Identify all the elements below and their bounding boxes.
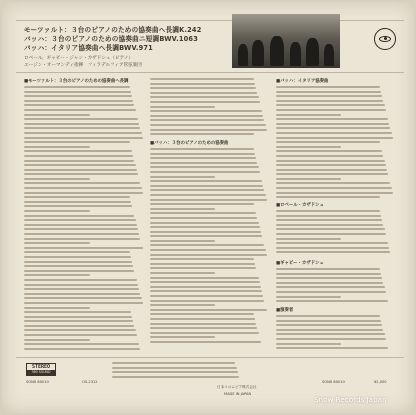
text-line [276, 150, 382, 152]
text-line [150, 231, 261, 233]
text-line [150, 157, 256, 159]
text-line [276, 123, 389, 125]
text-line [150, 133, 254, 135]
text-line [24, 233, 139, 235]
text-line [24, 329, 136, 331]
text-line [150, 258, 254, 260]
text-line [276, 277, 382, 279]
text-line [150, 106, 215, 108]
text-line [24, 132, 142, 134]
text-line [150, 286, 261, 288]
catalog-number-mid: OS-2312 [82, 380, 98, 384]
text-line [24, 164, 136, 166]
text-line [24, 114, 90, 116]
text-line [24, 348, 140, 350]
column-3-heading-a: ■バッハ：イタリア協奏曲 [276, 79, 329, 84]
price: ¥2,000 [374, 380, 387, 384]
text-line [150, 203, 254, 205]
text-line [276, 324, 382, 326]
text-line [112, 376, 239, 378]
text-line [276, 196, 380, 198]
text-line [150, 96, 259, 98]
title-1: モーツァルト：３台のピアノのための協奏曲ヘ長調K.242 [24, 26, 202, 34]
text-line [24, 228, 138, 230]
text-line [24, 150, 132, 152]
text-line [150, 332, 259, 334]
text-line [276, 224, 383, 226]
text-line [24, 270, 134, 272]
text-line [24, 343, 139, 345]
text-line [276, 86, 380, 88]
text-line [150, 336, 215, 338]
text-line [150, 166, 259, 168]
text-line [276, 268, 380, 270]
text-line [150, 153, 255, 155]
top-rule [16, 20, 404, 21]
text-line [24, 215, 134, 217]
text-line [276, 100, 383, 102]
text-line [150, 240, 215, 242]
text-line [24, 311, 131, 313]
text-line [150, 110, 262, 112]
text-line [276, 228, 385, 230]
column-3-heading-c: ■ギャビー・カザドシュ [276, 261, 324, 266]
text-line [276, 343, 341, 345]
text-line [24, 146, 90, 148]
text-line [24, 104, 134, 106]
text-line [150, 162, 257, 164]
text-line [150, 300, 264, 302]
text-line [24, 127, 140, 129]
title-3: バッハ：イタリア協奏曲ヘ長調BWV.971 [24, 44, 153, 52]
text-line [24, 307, 90, 309]
text-line [276, 155, 383, 157]
footer-notes [112, 362, 252, 380]
text-line [150, 129, 267, 131]
text-line [24, 86, 130, 88]
text-line [276, 338, 386, 340]
watermark: Snow Records Japan [314, 395, 387, 404]
text-line [150, 194, 266, 196]
text-line [24, 95, 132, 97]
text-line [150, 148, 254, 150]
text-line [112, 371, 238, 373]
text-line [24, 334, 137, 336]
text-line [24, 173, 138, 175]
text-line [24, 109, 136, 111]
text-line [150, 295, 263, 297]
column-3-text-b [276, 210, 394, 256]
text-line [24, 224, 137, 226]
text-line [24, 325, 134, 327]
text-line [150, 304, 215, 306]
text-line [276, 233, 386, 235]
text-line [276, 114, 341, 116]
text-line [276, 192, 393, 194]
text-line [276, 296, 341, 298]
text-line [150, 313, 254, 315]
text-line [24, 297, 142, 299]
text-line [276, 333, 385, 335]
text-line [276, 160, 385, 162]
text-line [150, 217, 257, 219]
cbs-eye-icon [374, 28, 396, 50]
text-line [24, 91, 131, 93]
text-line [24, 155, 133, 157]
column-3-heading-d: ■演奏者 [276, 308, 294, 313]
text-line [276, 242, 388, 244]
text-line [24, 137, 143, 139]
text-line [150, 176, 215, 178]
text-line [24, 187, 142, 189]
text-line [150, 87, 256, 89]
text-line [24, 196, 130, 198]
text-line [150, 124, 266, 126]
header-rule [16, 72, 404, 73]
text-line [150, 199, 267, 201]
text-line [276, 91, 381, 93]
title-2: バッハ：３台のピアノのための協奏曲ニ短調BWV.1063 [24, 35, 198, 43]
text-line [24, 274, 90, 276]
text-line [150, 180, 262, 182]
text-line [24, 100, 133, 102]
text-line [150, 208, 215, 210]
column-1-text [24, 86, 144, 352]
text-line [276, 210, 380, 212]
text-line [276, 347, 388, 349]
text-line [150, 254, 267, 256]
text-line [276, 251, 390, 253]
text-line [24, 182, 140, 184]
text-line [150, 83, 255, 85]
text-line [24, 261, 132, 263]
text-line [112, 367, 237, 369]
text-line [150, 290, 262, 292]
text-line [150, 115, 263, 117]
text-line [24, 284, 138, 286]
text-line [276, 95, 382, 97]
text-line [150, 263, 255, 265]
text-line [276, 164, 386, 166]
text-line [276, 247, 389, 249]
text-line [24, 141, 130, 143]
text-line [150, 119, 264, 121]
text-line [150, 281, 260, 283]
text-line [276, 132, 392, 134]
text-line [150, 323, 256, 325]
text-line [24, 247, 143, 249]
text-line [276, 109, 386, 111]
text-line [150, 309, 267, 311]
record-jacket-back [2, 2, 414, 413]
text-line [24, 265, 133, 267]
text-line [276, 215, 381, 217]
text-line [276, 291, 386, 293]
text-line [24, 288, 139, 290]
text-line [276, 286, 385, 288]
text-line [150, 249, 266, 251]
stereo-sublabel: 360 SOUND [27, 370, 55, 375]
column-2-heading: ■バッハ：３台のピアノのための協奏曲 [150, 141, 229, 146]
text-line [276, 141, 380, 143]
text-line [150, 272, 215, 274]
text-line [276, 173, 388, 175]
text-line [150, 92, 257, 94]
orchestra-photo [232, 14, 340, 68]
text-line [276, 146, 341, 148]
text-line [24, 339, 90, 341]
footer-rule [16, 357, 404, 358]
text-line [24, 192, 143, 194]
text-line [150, 267, 256, 269]
text-line [276, 282, 383, 284]
stereo-badge [26, 363, 56, 376]
text-line [24, 118, 138, 120]
performer-1: ロベール、ギャビー・ジャン・カザドシュ（ピアノ） [24, 56, 134, 61]
text-line [24, 256, 131, 258]
performer-2: ユージン・オーマンディ指揮 フィラデルフィア管弦楽団 [24, 63, 142, 68]
text-line [24, 160, 134, 162]
text-line [150, 171, 260, 173]
text-line [24, 123, 139, 125]
text-line [150, 185, 263, 187]
text-line [150, 235, 262, 237]
text-line [150, 226, 260, 228]
text-line [150, 277, 259, 279]
text-line [150, 101, 260, 103]
text-line [24, 169, 137, 171]
text-line [276, 187, 392, 189]
text-line [276, 178, 341, 180]
text-line [24, 242, 90, 244]
text-line [150, 189, 264, 191]
text-line [24, 201, 131, 203]
column-3-text-c [276, 268, 394, 305]
text-line [276, 273, 381, 275]
text-line [150, 341, 261, 343]
text-line [24, 320, 133, 322]
text-line [24, 279, 137, 281]
text-line [276, 169, 387, 171]
text-line [276, 238, 341, 240]
text-line [150, 244, 264, 246]
text-line [276, 104, 385, 106]
text-line [276, 329, 383, 331]
stereo-label: STEREO [31, 364, 51, 370]
text-line [276, 300, 388, 302]
column-1-heading: ■モーツァルト：３台のピアノのための協奏曲ヘ長調 [24, 79, 129, 84]
text-line [276, 118, 388, 120]
company-name: 日本コロムビア株式会社 [217, 385, 257, 389]
code-right: SONX 60010 [322, 380, 345, 384]
column-3-text-a [276, 86, 394, 201]
column-2-text-lower [150, 148, 268, 346]
catalog-number-left: SONX 60010 [26, 380, 49, 384]
text-line [24, 219, 136, 221]
text-line [276, 127, 390, 129]
text-line [150, 78, 254, 80]
text-line [276, 182, 390, 184]
text-line [24, 178, 90, 180]
text-line [150, 327, 257, 329]
text-line [24, 210, 90, 212]
text-line [24, 293, 140, 295]
text-line [24, 302, 143, 304]
text-line [276, 219, 382, 221]
text-line [150, 212, 256, 214]
text-line [276, 315, 380, 317]
column-3-text-d [276, 315, 394, 352]
text-line [276, 137, 393, 139]
text-line [150, 222, 259, 224]
column-3-heading-b: ■ロベール・カザドシュ [276, 203, 324, 208]
column-2-text-upper [150, 78, 268, 138]
text-line [276, 320, 381, 322]
text-line [24, 251, 130, 253]
text-line [24, 316, 132, 318]
text-line [24, 238, 140, 240]
text-line [112, 362, 235, 364]
made-in-japan: MADE IN JAPAN [224, 392, 252, 396]
text-line [150, 318, 255, 320]
text-line [24, 205, 132, 207]
